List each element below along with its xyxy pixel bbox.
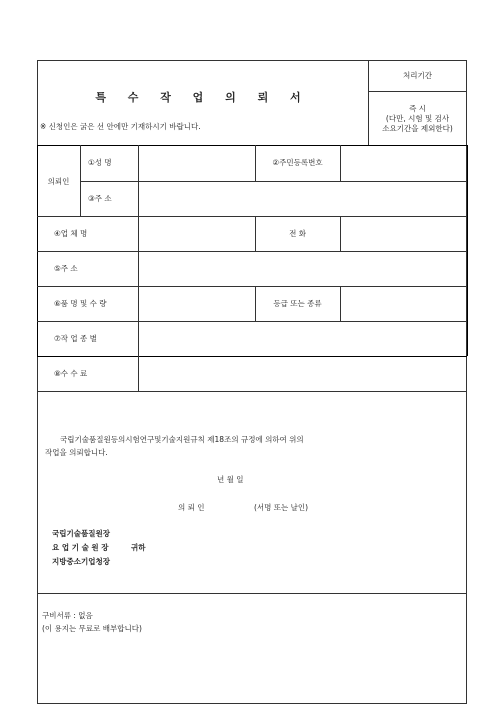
phone-label: 전 화 <box>289 229 306 238</box>
processing-period-note-2: 소요기간을 제외한다) <box>382 124 453 133</box>
fee-field[interactable] <box>139 357 466 390</box>
processing-period-note-1: (다만, 시험 및 검사 <box>385 114 450 123</box>
item-field[interactable] <box>139 287 254 320</box>
sign-note: (서명 또는 날인) <box>254 503 309 512</box>
requester-group-label: 의뢰인 <box>47 177 70 186</box>
address-field[interactable] <box>139 182 466 215</box>
work-type-label: ⑦작 업 종 별 <box>54 334 97 343</box>
company-address-label: ⑤주 소 <box>54 264 78 273</box>
attachments-note: 구비서류 : 없음 <box>42 611 93 620</box>
free-distribution-note: (이 용지는 무료로 배부합니다) <box>42 624 142 633</box>
address-label: ③주 소 <box>88 194 112 203</box>
grade-label: 등급 또는 종류 <box>273 299 322 308</box>
name-label: ①성 명 <box>88 158 112 167</box>
name-field[interactable] <box>139 146 254 180</box>
recipient-suffix: 귀하 <box>131 543 146 552</box>
instruction-note: ※ 신청인은 굵은 선 안에만 기재하시기 바랍니다. <box>40 122 201 131</box>
company-address-field[interactable] <box>139 252 466 285</box>
rrn-field[interactable] <box>341 146 466 180</box>
row-line-7 <box>37 593 467 594</box>
date-line: 년 월 일 <box>217 475 244 484</box>
form-title: 특 수 작 업 의 뢰 서 <box>95 91 310 104</box>
recipient-1: 국립기술품질원장 <box>52 529 110 538</box>
processing-period-label: 처리기간 <box>403 71 432 80</box>
company-label: ④업 체 명 <box>54 229 88 238</box>
fee-label: ⑧수 수 료 <box>54 369 88 378</box>
statement-line-1: 국립기술품질원등의시험연구및기술지원규칙 제18조의 규정에 의하여 위의 <box>60 435 304 444</box>
row-line-6 <box>37 391 467 392</box>
item-label: ⑥품 명 및 수 량 <box>54 299 107 308</box>
processing-period-value: 즉 시 <box>409 104 426 113</box>
recipient-2: 요 업 기 술 원 장 <box>52 543 109 552</box>
company-field[interactable] <box>139 217 254 250</box>
phone-field[interactable] <box>341 217 466 250</box>
work-type-field[interactable] <box>139 322 466 355</box>
rrn-label: ②주민등록번호 <box>272 158 323 167</box>
thick-right-border <box>467 145 468 356</box>
recipient-3: 지방중소기업청장 <box>52 557 110 566</box>
grade-field[interactable] <box>341 287 466 320</box>
processing-divider <box>368 91 467 92</box>
requester-sign-label: 의 뢰 인 <box>178 503 205 512</box>
requester-group-divider <box>80 145 81 216</box>
statement-line-2: 작업을 의뢰합니다. <box>45 448 108 457</box>
